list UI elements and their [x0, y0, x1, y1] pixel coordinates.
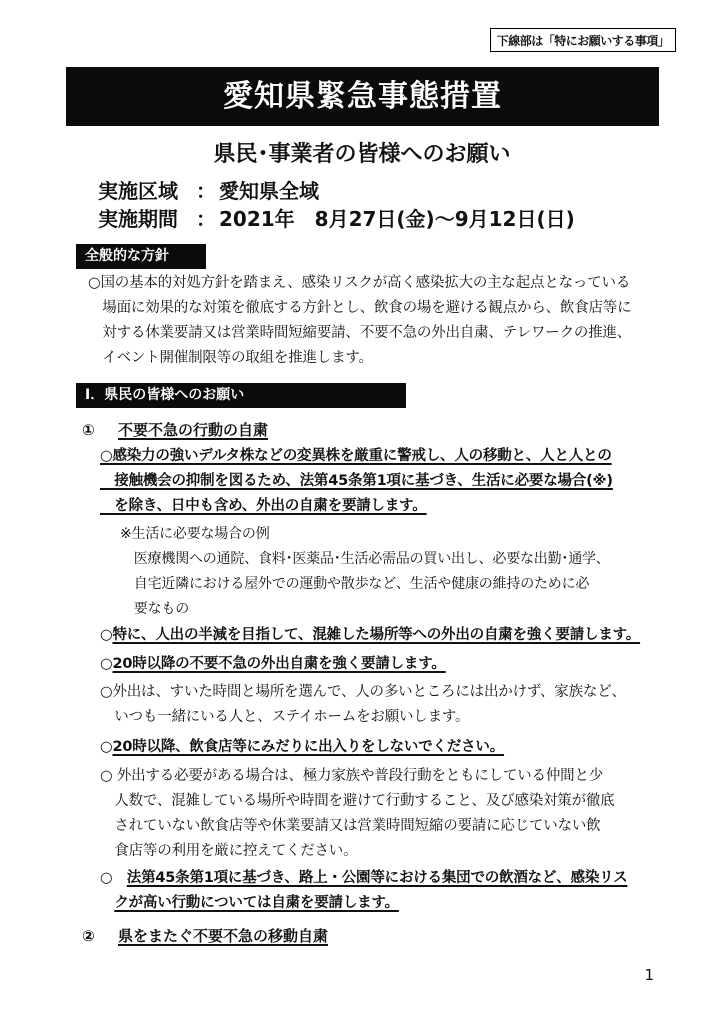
- item1-paragraph6: [100, 764, 615, 864]
- area-row: [98, 178, 319, 204]
- page-number: 1: [644, 966, 654, 984]
- policy-line: ○国の基本的対処方針を踏まえ、感染リスクが高く感染拡大の主な起点となっている: [88, 275, 631, 291]
- area-value: 愛知県全域: [219, 179, 319, 203]
- item1-note-line: 医療機関への通院、食料･医薬品･生活必需品の買い出し、必要な出勤･通学、: [120, 551, 610, 567]
- item1-paragraph5: [100, 735, 504, 760]
- item1-p1-line: を除き、日中も含め、外出の自粛を要請します。: [100, 498, 427, 514]
- item1-p3-mark: ○: [100, 656, 113, 672]
- item1-p5-mark: ○: [100, 739, 113, 755]
- section1-header: Ⅰ．県民の皆様へのお願い: [76, 383, 406, 408]
- policy-paragraph: [88, 271, 631, 371]
- note-box: 下線部は「特にお願いする事項」: [490, 28, 676, 52]
- period-row: [98, 206, 575, 232]
- area-separator: ：: [196, 179, 216, 203]
- item1-p7-mark: ○: [100, 870, 113, 886]
- item1-note: [120, 522, 610, 622]
- item1-p3-text: 20時以降の不要不急の外出自粛を強く要請します。: [112, 656, 446, 672]
- item1-p4-line: ○外出は、すいた時間と場所を選んで、人の多いところには出かけず、家族など、: [100, 684, 626, 700]
- item1-p5-text: 20時以降、飲食店等にみだりに出入りをしないでください。: [112, 739, 505, 755]
- item1-p7-line: 法第45条第1項に基づき、路上・公園等における集団での飲酒など、感染リス: [126, 870, 628, 886]
- item1-number: ①: [82, 421, 95, 439]
- item1-p1-line: ○感染力の強いデルタ株などの変異株を厳重に警戒し、人の移動と、人と人との: [100, 448, 612, 464]
- item1-paragraph2: [100, 623, 640, 648]
- page-title: 愛知県緊急事態措置: [66, 67, 659, 126]
- item1-title-text: 不要不急の行動の自粛: [118, 421, 269, 439]
- item1-title: [82, 418, 268, 442]
- item1-note-line: 自宅近隣における屋外での運動や散歩など、生活や健康の維持のために必: [120, 576, 590, 592]
- area-label: 実施区域: [98, 179, 178, 203]
- item1-p6-line: 食店等の利用を厳に控えてください。: [100, 843, 358, 859]
- item2-title: [82, 924, 328, 948]
- page-subtitle: 県民･事業者の皆様へのお願い: [213, 142, 511, 167]
- item1-p6-line: されていない飲食店等や休業要請又は営業時間短縮の要請に応じていない飲: [100, 818, 601, 834]
- item1-paragraph4: [100, 680, 626, 730]
- item1-p1-line: 接触機会の抑制を図るため、法第45条第1項に基づき、生活に必要な場合(※): [100, 473, 613, 489]
- policy-header: 全般的な方針: [76, 244, 206, 269]
- item1-note-line: 要なもの: [120, 601, 189, 617]
- item2-number: ②: [82, 927, 95, 945]
- item1-note-line: ※生活に必要な場合の例: [120, 526, 270, 542]
- policy-line: 場面に効果的な対策を徹底する方針とし、飲食の場を避ける観点から、飲食店等に: [88, 300, 632, 316]
- item1-p6-line: ○ 外出する必要がある場合は、極力家族や普段行動をともにしている仲間と少: [100, 768, 604, 784]
- period-label: 実施期間: [98, 207, 178, 231]
- period-value: 2021年 8月27日(金)～9月12日(日): [219, 207, 575, 231]
- period-separator: ：: [196, 207, 216, 231]
- item2-title-text: 県をまたぐ不要不急の移動自粛: [118, 927, 329, 945]
- item1-paragraph1: [100, 444, 613, 519]
- item1-p2-text: 特に、人出の半減を目指して、混雑した場所等への外出の自粛を強く要請します。: [112, 627, 641, 643]
- item1-paragraph3: [100, 652, 446, 677]
- item1-p7-line: クが高い行動については自粛を要請します。: [114, 895, 399, 911]
- item1-p4-line: いつも一緒にいる人と、ステイホームをお願いします。: [100, 709, 470, 725]
- policy-line: 対する休業要請又は営業時間短縮要請、不要不急の外出自粛、テレワークの推進、: [88, 325, 632, 341]
- item1-paragraph7: [100, 866, 627, 916]
- item1-p6-line: 人数で、混雑している場所や時間を避けて行動すること、及び感染対策が徹底: [100, 793, 615, 809]
- policy-line: イベント開催制限等の取組を推進します。: [88, 350, 373, 366]
- item1-p2-mark: ○: [100, 627, 113, 643]
